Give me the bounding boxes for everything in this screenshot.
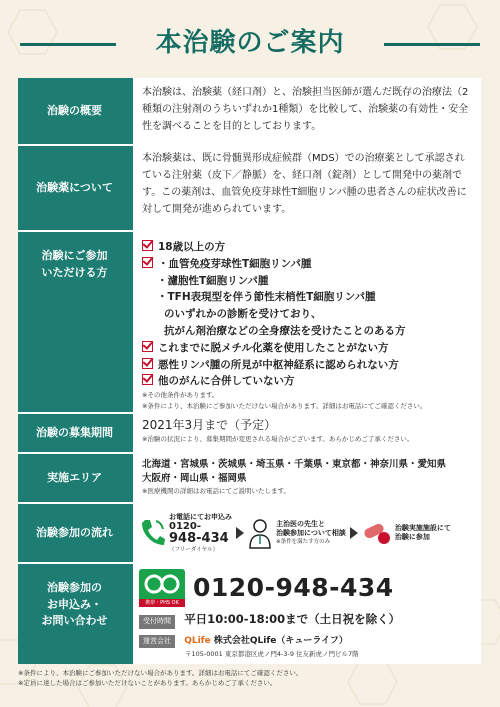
drug-text: 本治験薬は、既に骨髄異形成症候群（MDS）での治療薬として承認されている注射薬（皮下／静脈）を、経口剤（錠剤）として開発中の薬剤です。この薬剤は、血管免疫芽球性T細胞リンパ腫の患者さんの症状改善に対して開発が進められています。 — [131, 146, 481, 230]
company-name: 株式会社QLife（キューライフ） — [213, 635, 348, 646]
criterion-sub: ・濾胞性T細胞リンパ腫 — [157, 274, 269, 287]
criterion: これまでに脱メチル化薬を使用したことがない方 — [142, 340, 473, 357]
qlife-logo: QLife — [184, 635, 211, 646]
page-title: 本治験のご案内 — [155, 28, 345, 58]
flow-steps — [131, 504, 481, 562]
hours-text: 平日10:00-18:00まで（土日祝を除く） — [184, 612, 401, 626]
eligibility-list — [131, 232, 481, 412]
arrow-icon — [236, 527, 244, 539]
overview-text: 本治験は、治験薬（経口剤）と、治験担当医師が選んだ既存の治療法（2種類の注射剤のうちいずれか1種類）を比較して、治験薬の有効性・安全性を調べることを目的としております。 — [131, 78, 481, 144]
criterion: 18歳以上の方 — [142, 239, 473, 256]
area-list: 北海道・宮城県・茨城県・埼玉県・千葉県・東京都・神奈川県・愛知県 — [142, 459, 447, 470]
arrow-icon — [350, 527, 358, 539]
doctor-icon — [248, 517, 272, 549]
row-period — [18, 414, 481, 454]
eligibility-note: ※条件により、本治験にご参加いただけない場合があります。詳細はお電話にてご確認ください。 — [142, 401, 427, 410]
title-rule-right — [384, 43, 480, 46]
check-icon — [142, 257, 153, 268]
row-drug — [18, 146, 481, 232]
contact-value — [131, 564, 481, 664]
row-label: 治験薬について — [18, 146, 131, 230]
area-note: ※医療機関の詳細はお電話にてご説明いたします。 — [142, 486, 290, 495]
hours-badge: 受付時間 — [139, 615, 175, 629]
header — [0, 22, 500, 66]
criterion: ・血管免疫芽球性T細胞リンパ腫 — [142, 256, 473, 273]
hours-row — [139, 610, 475, 630]
criterion-sub: ・TFH表現型を伴う節性末梢性T細胞リンパ腫 — [157, 291, 376, 304]
company-address: 〒105-0001 東京都港区虎ノ門4-3-9 住友新虎ノ門ビル7階 — [185, 649, 359, 658]
period-text: 2021年3月まで（予定） — [142, 418, 277, 432]
phone-row — [139, 569, 475, 607]
row-eligibility — [18, 232, 481, 414]
row-contact — [18, 564, 481, 664]
company-badge: 運営会社 — [139, 635, 175, 649]
company-row — [139, 632, 475, 649]
period-value — [131, 414, 481, 452]
area-list: 大阪府・岡山県・福岡県 — [142, 472, 247, 484]
check-icon — [142, 358, 153, 369]
row-label: 治験参加の お申込み・ お問い合わせ — [18, 564, 131, 664]
row-area — [18, 454, 481, 504]
criterion: 悪性リンパ腫の所見が中枢神経系に認められない方 — [142, 357, 473, 374]
check-icon — [142, 240, 153, 251]
criterion: 他のがんに合併していない方 — [142, 373, 473, 390]
area-value — [131, 454, 481, 502]
flow-step-participate: 治験実施施設にて 治験に参加 — [394, 523, 451, 541]
row-label: 治験参加の流れ — [18, 504, 131, 562]
flow-step-consult: 主治医の先生と 治験参加について相談 ※条件を満たす方のみ — [276, 520, 346, 545]
pill-icon — [362, 520, 392, 546]
check-icon — [142, 341, 153, 352]
row-label: 治験の概要 — [18, 78, 131, 144]
criterion-sub: 抗がん剤治療などの全身療法を受けたことのある方 — [164, 324, 406, 337]
row-label: 実施エリア — [18, 454, 131, 502]
phone-icon — [139, 517, 165, 549]
flow-step-call: お電話にてお申込み 0120- 948-434 （フリーダイヤル） — [169, 512, 232, 554]
footnotes — [18, 668, 481, 689]
contact-phone[interactable]: 0120-948-434 — [193, 573, 394, 603]
criterion-sub: のいずれかの診断を受けており、 — [164, 308, 322, 321]
eligibility-note: ※その他条件があります。 — [142, 391, 219, 400]
footnote: ※定員に達した場合はご参加いただけないことがあります。あらかじめご了承ください。 — [18, 679, 277, 688]
footnote: ※条件により、本治験にご参加いただけない場合があります。詳細はお電話にてご確認ください。 — [18, 669, 303, 677]
freedial-logo-icon: 携帯・PHS OK — [139, 569, 185, 607]
row-flow — [18, 504, 481, 564]
check-icon — [142, 374, 153, 385]
row-overview — [18, 78, 481, 146]
info-table — [18, 78, 481, 689]
period-note: ※治験の状況により、募集期間が変更される場合がございます。あらかじめご了承ください。 — [142, 434, 414, 443]
row-label: 治験にご参加 いただける方 — [18, 232, 131, 412]
row-label: 治験の募集期間 — [18, 414, 131, 452]
